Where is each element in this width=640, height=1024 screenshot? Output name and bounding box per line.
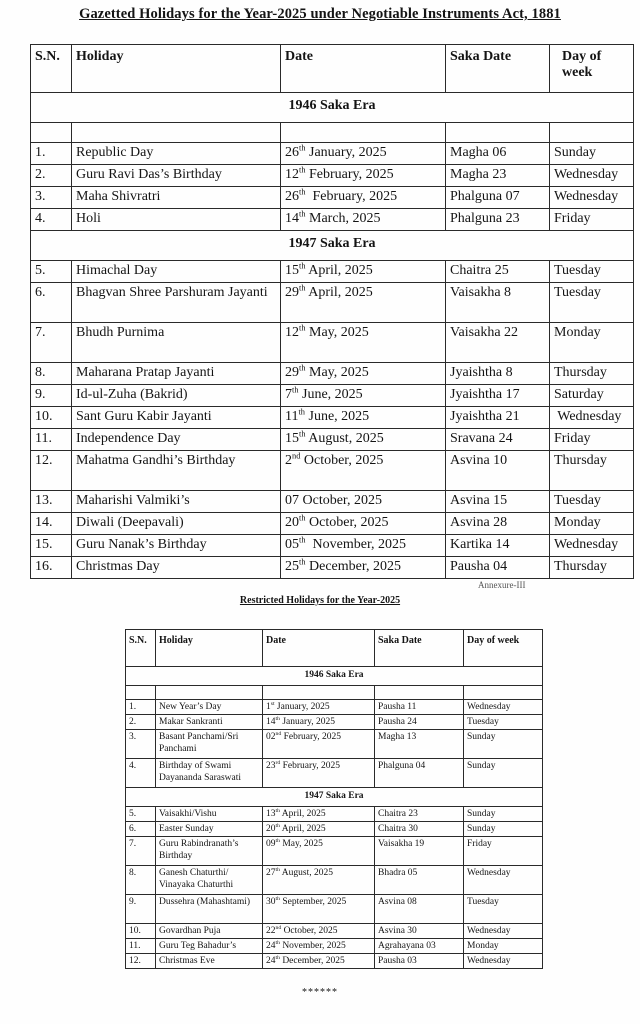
date-day: 15: [285, 431, 299, 446]
date-ordinal-suffix: th: [299, 187, 306, 197]
cell-day-of-week: Friday: [550, 429, 634, 451]
spacer-cell: [126, 686, 156, 700]
table-row: [126, 895, 543, 924]
cell-saka-date: Agrahayana 03: [375, 939, 464, 954]
era-heading: 1947 Saka Era: [31, 231, 634, 261]
table-row: [31, 363, 634, 385]
cell-date: [263, 866, 375, 895]
cell-saka-date: Phalguna 04: [375, 759, 464, 788]
cell-sn: 4.: [31, 209, 72, 231]
cell-day-of-week: Friday: [550, 209, 634, 231]
table-row: [126, 759, 543, 788]
cell-date: [281, 165, 446, 187]
spacer-cell: [550, 123, 634, 143]
cell-sn: 7.: [31, 323, 72, 363]
cell-sn: 3.: [31, 187, 72, 209]
cell-sn: 6.: [31, 283, 72, 323]
date-ordinal-suffix: th: [299, 557, 306, 567]
date-day: 20: [285, 515, 299, 530]
date-ordinal-suffix: th: [299, 535, 306, 545]
table-row: [126, 939, 543, 954]
cell-date: [263, 822, 375, 837]
table-header-row: [31, 45, 634, 93]
date-day: 2: [285, 453, 292, 468]
cell-day-of-week: Wednesday: [464, 924, 543, 939]
date-month-year: August, 2025: [305, 431, 384, 446]
table-row: [126, 924, 543, 939]
table-row: [126, 837, 543, 866]
era-heading-row: [31, 231, 634, 261]
date-ordinal-suffix: th: [299, 209, 306, 219]
cell-day-of-week: Sunday: [464, 822, 543, 837]
date-month-year: February, 2025: [305, 189, 398, 204]
date-month-year: October, 2025: [305, 515, 389, 530]
cell-day-of-week: Monday: [550, 323, 634, 363]
date-month-year: March, 2025: [305, 211, 381, 226]
gazetted-table-body: [31, 93, 634, 579]
cell-holiday: Mahatma Gandhi’s Birthday: [72, 451, 281, 491]
cell-sn: 2.: [126, 715, 156, 730]
table-row: [31, 209, 634, 231]
cell-saka-date: Asvina 30: [375, 924, 464, 939]
cell-day-of-week: Wednesday: [464, 866, 543, 895]
era-heading-row: [126, 667, 543, 686]
footer-stars: ******: [302, 987, 338, 998]
cell-date: [263, 837, 375, 866]
table-row: [126, 730, 543, 759]
cell-saka-date: Phalguna 07: [446, 187, 550, 209]
date-day: 12: [285, 167, 299, 182]
cell-holiday: Guru Ravi Das’s Birthday: [72, 165, 281, 187]
cell-day-of-week: Wednesday: [550, 165, 634, 187]
table-row: [31, 283, 634, 323]
date-ordinal-suffix: th: [299, 165, 306, 175]
date-month-year: June, 2025: [305, 409, 370, 424]
table-row: [31, 261, 634, 283]
cell-sn: 3.: [126, 730, 156, 759]
cell-date: [281, 557, 446, 579]
spacer-cell: [263, 686, 375, 700]
cell-holiday: Diwali (Deepavali): [72, 513, 281, 535]
cell-sn: 1.: [31, 143, 72, 165]
cell-holiday: Vaisakhi/Vishu: [156, 807, 263, 822]
spacer-cell: [464, 686, 543, 700]
cell-sn: 14.: [31, 513, 72, 535]
date-day: 24: [266, 941, 276, 951]
date-ordinal-suffix: th: [299, 283, 306, 293]
cell-day-of-week: Friday: [464, 837, 543, 866]
date-month-year: October, 2025: [281, 926, 338, 936]
cell-saka-date: Chaitra 23: [375, 807, 464, 822]
spacer-row: [126, 686, 543, 700]
date-ordinal-suffix: st: [270, 700, 275, 707]
header-sn: S.N.: [31, 45, 72, 93]
cell-sn: 4.: [126, 759, 156, 788]
date-day: 25: [285, 559, 299, 574]
date-day: 09: [266, 839, 276, 849]
cell-sn: 16.: [31, 557, 72, 579]
table-row: [31, 407, 634, 429]
cell-date: [263, 807, 375, 822]
date-day: 11: [285, 409, 299, 424]
date-day: 05: [285, 537, 299, 552]
date-month-year: April, 2025: [305, 285, 373, 300]
date-ordinal-suffix: th: [275, 822, 280, 829]
cell-sn: 11.: [126, 939, 156, 954]
date-month-year: October, 2025: [300, 453, 384, 468]
cell-saka-date: Jyaishtha 17: [446, 385, 550, 407]
date-month-year: January, 2025: [305, 145, 387, 160]
cell-day-of-week: Sunday: [464, 730, 543, 759]
date-ordinal-suffix: th: [299, 143, 306, 153]
date-ordinal-suffix: th: [275, 715, 280, 722]
cell-date: [263, 700, 375, 715]
cell-sn: 6.: [126, 822, 156, 837]
cell-saka-date: Jyaishtha 8: [446, 363, 550, 385]
date-ordinal-suffix: th: [275, 939, 280, 946]
cell-date: [281, 187, 446, 209]
cell-day-of-week: Saturday: [550, 385, 634, 407]
spacer-cell: [446, 123, 550, 143]
date-ordinal-suffix: th: [299, 363, 306, 373]
cell-holiday: Himachal Day: [72, 261, 281, 283]
date-ordinal-suffix: th: [292, 385, 299, 395]
date-month-year: November, 2025: [305, 537, 407, 552]
table-row: [31, 513, 634, 535]
date-day: 14: [266, 717, 276, 727]
cell-sn: 9.: [126, 895, 156, 924]
cell-date: [281, 513, 446, 535]
header-sn: S.N.: [126, 630, 156, 667]
gazetted-holidays-table: [30, 44, 634, 579]
cell-date: [281, 535, 446, 557]
spacer-cell: [72, 123, 281, 143]
date-day: 29: [285, 285, 299, 300]
cell-holiday: Maharana Pratap Jayanti: [72, 363, 281, 385]
date-day: 26: [285, 145, 299, 160]
cell-saka-date: Magha 06: [446, 143, 550, 165]
date-day: 7: [285, 387, 292, 402]
cell-holiday: Bhagvan Shree Parshuram Jayanti: [72, 283, 281, 323]
spacer-row: [31, 123, 634, 143]
date-month-year: January, 2025: [274, 702, 330, 712]
date-month-year: April, 2025: [279, 824, 326, 834]
era-heading: 1946 Saka Era: [126, 667, 543, 686]
cell-sn: 13.: [31, 491, 72, 513]
cell-sn: 9.: [31, 385, 72, 407]
cell-holiday: Guru Nanak’s Birthday: [72, 535, 281, 557]
cell-day-of-week: Sunday: [464, 807, 543, 822]
header-day-of-week: Day of week: [464, 630, 543, 667]
date-day: 24: [266, 956, 276, 966]
cell-saka-date: Jyaishtha 21: [446, 407, 550, 429]
cell-day-of-week: Monday: [464, 939, 543, 954]
cell-sn: 5.: [126, 807, 156, 822]
table-row: [31, 165, 634, 187]
date-ordinal-suffix: th: [299, 261, 306, 271]
cell-holiday: Makar Sankranti: [156, 715, 263, 730]
cell-day-of-week: Wednesday: [464, 700, 543, 715]
cell-saka-date: Chaitra 30: [375, 822, 464, 837]
cell-holiday: Bhudh Purnima: [72, 323, 281, 363]
cell-holiday: Basant Panchami/Sri Panchami: [156, 730, 263, 759]
cell-holiday: Guru Rabindranath’s Birthday: [156, 837, 263, 866]
cell-holiday: Christmas Eve: [156, 954, 263, 969]
era-heading: 1946 Saka Era: [31, 93, 634, 123]
cell-date: [281, 209, 446, 231]
date-ordinal-suffix: th: [275, 807, 280, 814]
date-day: 29: [285, 365, 299, 380]
cell-day-of-week: Wednesday: [550, 407, 634, 429]
cell-holiday: Easter Sunday: [156, 822, 263, 837]
date-day: 07 October, 2025: [285, 493, 383, 508]
table-row: [126, 807, 543, 822]
cell-saka-date: Asvina 08: [375, 895, 464, 924]
restricted-title: Restricted Holidays for the Year-2025: [239, 595, 401, 606]
cell-sn: 1.: [126, 700, 156, 715]
era-heading: 1947 Saka Era: [126, 788, 543, 807]
date-ordinal-suffix: rd: [275, 759, 281, 766]
cell-saka-date: Pausha 03: [375, 954, 464, 969]
cell-date: [281, 385, 446, 407]
table-row: [31, 429, 634, 451]
cell-saka-date: Kartika 14: [446, 535, 550, 557]
cell-saka-date: Asvina 10: [446, 451, 550, 491]
cell-saka-date: Asvina 28: [446, 513, 550, 535]
date-month-year: February, 2025: [281, 732, 341, 742]
cell-saka-date: Bhadra 05: [375, 866, 464, 895]
date-month-year: May, 2025: [305, 365, 369, 380]
cell-sn: 2.: [31, 165, 72, 187]
cell-holiday: Republic Day: [72, 143, 281, 165]
date-ordinal-suffix: nd: [292, 451, 301, 461]
date-ordinal-suffix: th: [275, 954, 280, 961]
cell-day-of-week: Thursday: [550, 363, 634, 385]
cell-saka-date: Sravana 24: [446, 429, 550, 451]
date-day: 12: [285, 325, 299, 340]
cell-date: [263, 895, 375, 924]
date-ordinal-suffix: nd: [275, 730, 282, 737]
date-month-year: May, 2025: [305, 325, 369, 340]
date-month-year: May, 2025: [279, 839, 323, 849]
table-row: [126, 715, 543, 730]
cell-holiday: Id-ul-Zuha (Bakrid): [72, 385, 281, 407]
cell-saka-date: Vaisakha 19: [375, 837, 464, 866]
cell-holiday: Holi: [72, 209, 281, 231]
date-month-year: September, 2025: [279, 897, 347, 907]
date-month-year: December, 2025: [305, 559, 401, 574]
table-row: [31, 557, 634, 579]
date-day: 13: [266, 809, 276, 819]
cell-day-of-week: Thursday: [550, 557, 634, 579]
date-month-year: April, 2025: [279, 809, 326, 819]
table-row: [31, 143, 634, 165]
restricted-table-body: [126, 667, 543, 969]
header-date: Date: [281, 45, 446, 93]
cell-holiday: New Year’s Day: [156, 700, 263, 715]
cell-day-of-week: Tuesday: [550, 261, 634, 283]
cell-saka-date: Vaisakha 8: [446, 283, 550, 323]
date-day: 1: [266, 702, 271, 712]
date-ordinal-suffix: th: [299, 429, 306, 439]
date-month-year: August, 2025: [279, 868, 333, 878]
date-day: 20: [266, 824, 276, 834]
table-row: [126, 822, 543, 837]
cell-date: [281, 143, 446, 165]
table-row: [31, 491, 634, 513]
cell-day-of-week: Thursday: [550, 451, 634, 491]
cell-saka-date: Pausha 11: [375, 700, 464, 715]
cell-sn: 15.: [31, 535, 72, 557]
cell-day-of-week: Tuesday: [550, 491, 634, 513]
date-day: 15: [285, 263, 299, 278]
cell-date: [281, 429, 446, 451]
table-row: [126, 700, 543, 715]
annexure-label: Annexure-III: [478, 580, 526, 590]
cell-date: [281, 283, 446, 323]
date-day: 27: [266, 868, 276, 878]
cell-date: [281, 407, 446, 429]
cell-holiday: Govardhan Puja: [156, 924, 263, 939]
header-day-of-week: Day of week: [550, 45, 634, 93]
cell-date: [281, 261, 446, 283]
date-month-year: December, 2025: [279, 956, 345, 966]
date-day: 02: [266, 732, 276, 742]
cell-saka-date: Phalguna 23: [446, 209, 550, 231]
date-day: 22: [266, 926, 276, 936]
cell-day-of-week: Tuesday: [464, 715, 543, 730]
cell-holiday: Birthday of Swami Dayananda Saraswati: [156, 759, 263, 788]
cell-day-of-week: Wednesday: [550, 535, 634, 557]
cell-holiday: Sant Guru Kabir Jayanti: [72, 407, 281, 429]
cell-date: [263, 954, 375, 969]
cell-day-of-week: Wednesday: [550, 187, 634, 209]
cell-saka-date: Chaitra 25: [446, 261, 550, 283]
date-ordinal-suffix: th: [275, 837, 280, 844]
date-day: 30: [266, 897, 276, 907]
cell-sn: 10.: [31, 407, 72, 429]
date-day: 26: [285, 189, 299, 204]
table-row: [31, 187, 634, 209]
cell-date: [263, 730, 375, 759]
header-holiday: Holiday: [72, 45, 281, 93]
table-row: [31, 535, 634, 557]
spacer-cell: [281, 123, 446, 143]
spacer-cell: [375, 686, 464, 700]
spacer-cell: [156, 686, 263, 700]
date-month-year: November, 2025: [279, 941, 346, 951]
header-saka-date: Saka Date: [375, 630, 464, 667]
cell-saka-date: Pausha 24: [375, 715, 464, 730]
cell-date: [281, 491, 446, 513]
cell-sn: 12.: [31, 451, 72, 491]
date-ordinal-suffix: th: [299, 323, 306, 333]
cell-day-of-week: Sunday: [464, 759, 543, 788]
cell-date: [263, 924, 375, 939]
cell-saka-date: Pausha 04: [446, 557, 550, 579]
cell-date: [263, 715, 375, 730]
header-date: Date: [263, 630, 375, 667]
date-month-year: February, 2025: [280, 761, 341, 771]
cell-date: [281, 363, 446, 385]
cell-day-of-week: Tuesday: [464, 895, 543, 924]
cell-holiday: Maha Shivratri: [72, 187, 281, 209]
cell-holiday: Guru Teg Bahadur’s: [156, 939, 263, 954]
header-holiday: Holiday: [156, 630, 263, 667]
header-saka-date: Saka Date: [446, 45, 550, 93]
cell-sn: 8.: [126, 866, 156, 895]
cell-saka-date: Asvina 15: [446, 491, 550, 513]
era-heading-row: [31, 93, 634, 123]
era-heading-row: [126, 788, 543, 807]
cell-holiday: Dussehra (Mahashtami): [156, 895, 263, 924]
table-header-row: [126, 630, 543, 667]
cell-holiday: Maharishi Valmiki’s: [72, 491, 281, 513]
gazetted-title: Gazetted Holidays for the Year-2025 under Negotiable Instruments Act, 1881: [79, 6, 561, 22]
date-ordinal-suffix: th: [299, 513, 306, 523]
cell-sn: 10.: [126, 924, 156, 939]
table-row: [126, 954, 543, 969]
cell-saka-date: Magha 23: [446, 165, 550, 187]
cell-saka-date: Vaisakha 22: [446, 323, 550, 363]
date-ordinal-suffix: th: [275, 895, 280, 902]
table-row: [31, 323, 634, 363]
cell-date: [281, 323, 446, 363]
cell-sn: 5.: [31, 261, 72, 283]
table-row: [126, 866, 543, 895]
cell-saka-date: Magha 13: [375, 730, 464, 759]
cell-day-of-week: Tuesday: [550, 283, 634, 323]
table-row: [31, 385, 634, 407]
date-day: 23: [266, 761, 276, 771]
date-month-year: June, 2025: [298, 387, 363, 402]
cell-day-of-week: Sunday: [550, 143, 634, 165]
date-ordinal-suffix: th: [298, 407, 305, 417]
cell-date: [263, 759, 375, 788]
cell-sn: 12.: [126, 954, 156, 969]
date-month-year: April, 2025: [305, 263, 373, 278]
date-month-year: January, 2025: [279, 717, 335, 727]
table-row: [31, 451, 634, 491]
restricted-holidays-table: [125, 629, 543, 969]
cell-day-of-week: Wednesday: [464, 954, 543, 969]
cell-holiday: Christmas Day: [72, 557, 281, 579]
cell-sn: 8.: [31, 363, 72, 385]
cell-date: [281, 451, 446, 491]
date-ordinal-suffix: nd: [275, 924, 282, 931]
cell-date: [263, 939, 375, 954]
cell-holiday: Ganesh Chaturthi/ Vinayaka Chaturthi: [156, 866, 263, 895]
cell-sn: 7.: [126, 837, 156, 866]
date-day: 14: [285, 211, 299, 226]
date-month-year: February, 2025: [305, 167, 394, 182]
cell-day-of-week: Monday: [550, 513, 634, 535]
date-ordinal-suffix: th: [275, 866, 280, 873]
cell-sn: 11.: [31, 429, 72, 451]
spacer-cell: [31, 123, 72, 143]
cell-holiday: Independence Day: [72, 429, 281, 451]
